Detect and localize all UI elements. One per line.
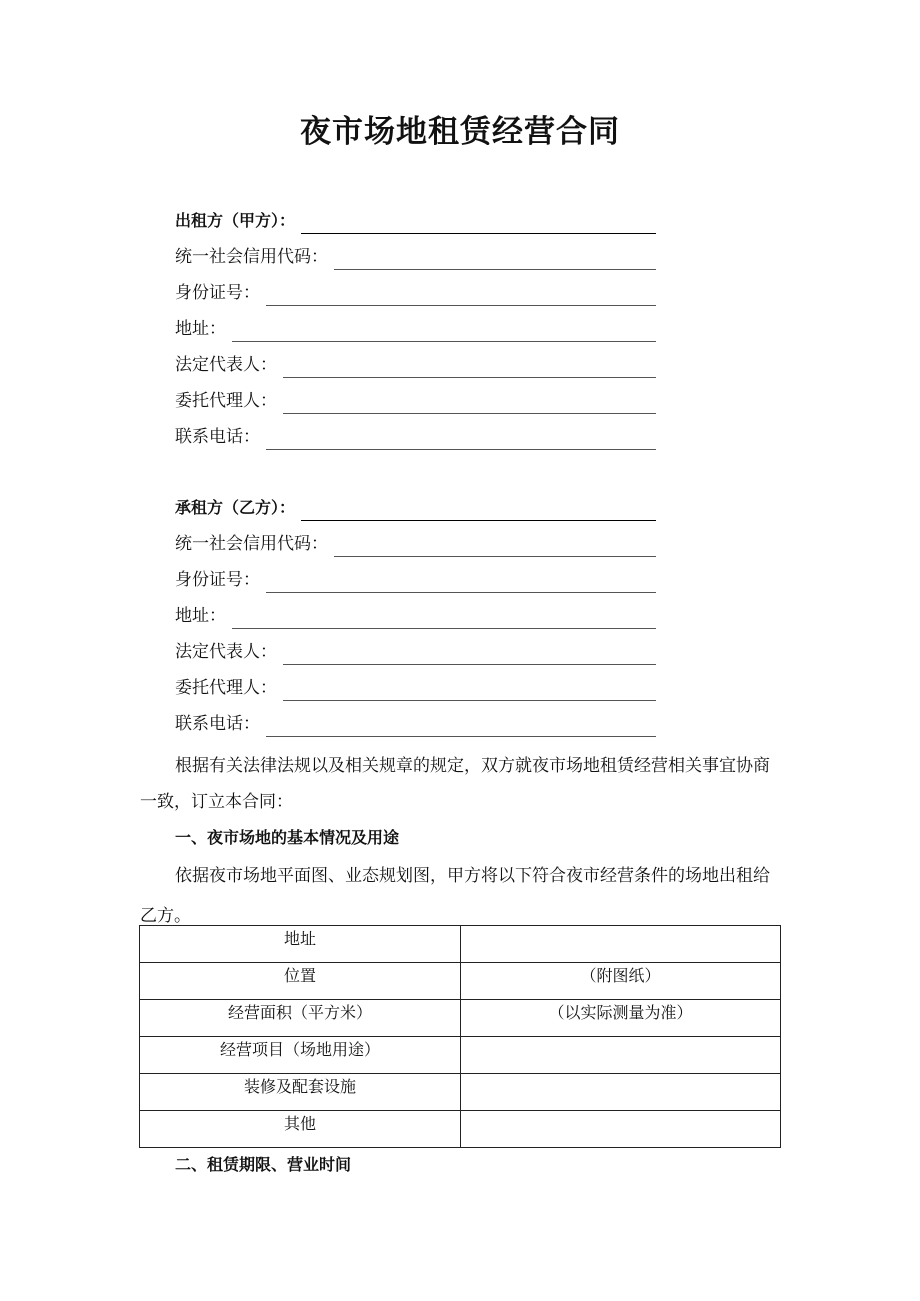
field-blank bbox=[266, 735, 656, 737]
field-label: 联系电话： bbox=[175, 427, 260, 447]
field-blank bbox=[283, 376, 656, 378]
table-row bbox=[140, 1111, 781, 1148]
table-cell-value bbox=[461, 1074, 781, 1111]
field-label: 统一社会信用代码： bbox=[175, 534, 328, 554]
party-b-field-address bbox=[175, 601, 656, 629]
party-b-field-phone bbox=[175, 709, 656, 737]
party-a-field-legal-rep bbox=[175, 350, 656, 378]
field-blank bbox=[266, 591, 656, 593]
party-a-header bbox=[175, 206, 656, 234]
field-label: 法定代表人： bbox=[175, 642, 277, 662]
field-blank bbox=[266, 448, 656, 450]
party-a-field-credit-code bbox=[175, 242, 656, 270]
table-cell-label: 位置 bbox=[140, 963, 461, 1000]
table-row bbox=[140, 1037, 781, 1074]
party-b-field-legal-rep bbox=[175, 637, 656, 665]
party-b-header bbox=[175, 493, 656, 521]
field-label: 身份证号： bbox=[175, 570, 260, 590]
field-label: 身份证号： bbox=[175, 283, 260, 303]
section-1-text: 依据夜市场地平面图、业态规划图，甲方将以下符合夜市经营条件的场地出租给乙方。 bbox=[140, 866, 770, 926]
table-cell-label: 其他 bbox=[140, 1111, 461, 1148]
table-row bbox=[140, 1000, 781, 1037]
field-label: 统一社会信用代码： bbox=[175, 247, 328, 267]
party-b-blank bbox=[301, 519, 656, 521]
party-b-field-agent bbox=[175, 673, 656, 701]
field-label: 联系电话： bbox=[175, 714, 260, 734]
field-blank bbox=[283, 412, 656, 414]
party-b-field-credit-code bbox=[175, 529, 656, 557]
field-label: 法定代表人： bbox=[175, 355, 277, 375]
field-blank bbox=[266, 304, 656, 306]
party-a-field-agent bbox=[175, 386, 656, 414]
table-cell-value bbox=[461, 1037, 781, 1074]
field-blank bbox=[232, 627, 656, 629]
section-2-heading: 二、租赁期限、营业时间 bbox=[175, 1155, 352, 1174]
party-b-label: 承租方（乙方）： bbox=[175, 498, 296, 517]
party-a-field-id-number bbox=[175, 278, 656, 306]
party-a-label: 出租方（甲方）： bbox=[175, 211, 296, 230]
field-label: 委托代理人： bbox=[175, 678, 277, 698]
table-cell-value: （以实际测量为准） bbox=[461, 1000, 781, 1037]
field-blank bbox=[334, 555, 656, 557]
field-label: 地址： bbox=[175, 606, 226, 626]
party-b-field-id-number bbox=[175, 565, 656, 593]
party-a-field-phone bbox=[175, 422, 656, 450]
page-title: 夜市场地租赁经营合同 bbox=[300, 114, 620, 150]
field-blank bbox=[232, 340, 656, 342]
table-cell-label: 经营面积（平方米） bbox=[140, 1000, 461, 1037]
party-a-blank bbox=[301, 232, 656, 234]
table-cell-value bbox=[461, 1111, 781, 1148]
table-cell-value bbox=[461, 926, 781, 963]
field-blank bbox=[283, 663, 656, 665]
section-1-heading: 一、夜市场地的基本情况及用途 bbox=[175, 828, 400, 847]
table-row bbox=[140, 926, 781, 963]
table-cell-label: 经营项目（场地用途） bbox=[140, 1037, 461, 1074]
field-blank bbox=[283, 699, 656, 701]
table-row bbox=[140, 1074, 781, 1111]
field-blank bbox=[334, 268, 656, 270]
party-a-field-address bbox=[175, 314, 656, 342]
intro-paragraph: 根据有关法律法规以及相关规章的规定，双方就夜市场地租赁经营相关事宜协商一致，订立本合同： bbox=[140, 756, 770, 812]
site-info-table bbox=[139, 925, 781, 1148]
table-row bbox=[140, 963, 781, 1000]
field-label: 委托代理人： bbox=[175, 391, 277, 411]
table-cell-label: 地址 bbox=[140, 926, 461, 963]
table-cell-value: （附图纸） bbox=[461, 963, 781, 1000]
field-label: 地址： bbox=[175, 319, 226, 339]
table-cell-label: 装修及配套设施 bbox=[140, 1074, 461, 1111]
